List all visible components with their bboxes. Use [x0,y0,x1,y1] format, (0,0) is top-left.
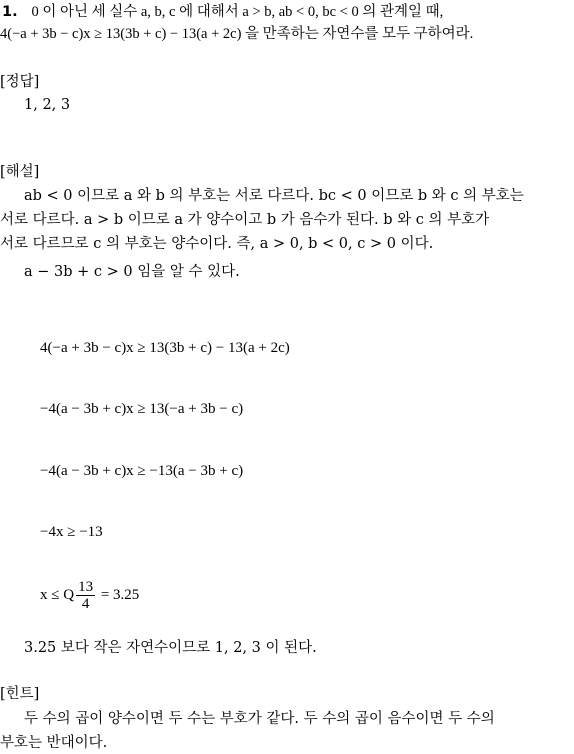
hint-line-1: 두 수의 곱이 양수이면 두 수는 부호가 같다. 두 수의 곱이 음수이면 두 수의 [24,711,495,727]
equation: −4x ≥ −13 [40,524,103,540]
solution-line: 서로 다르다. a > b 이므로 a 가 양수이고 b 가 음수가 된다. b 와 c 의 부호가 [0,212,490,228]
final-eq-suffix: = 3.25 [100,587,140,603]
solution-line: a − 3b + c > 0 임을 알 수 있다. [24,264,240,280]
fraction [76,579,95,612]
answer-header: [정답] [0,74,40,90]
equation: −4(a − 3b + c)x ≥ −13(a − 3b + c) [40,463,244,479]
answer-value: 1, 2, 3 [24,97,71,113]
fraction-denominator: 4 [81,596,90,613]
final-equation [40,578,139,612]
problem-text-1: 0 이 아닌 세 실수 a, b, c 에 대해서 a > b, ab < 0, bc < 0 의 관계일 때, [31,4,444,20]
equation: −4(a − 3b + c)x ≥ 13(−a + 3b − c) [40,401,244,417]
solution-header: [해설] [0,164,40,180]
equation: 4(−a + 3b − c)x ≥ 13(3b + c) − 13(a + 2c) [40,340,290,356]
hint-line-2: 부호는 반대이다. [0,735,108,751]
conclusion: 3.25 보다 작은 자연수이므로 1, 2, 3 이 된다. [24,640,317,656]
solution-line: ab < 0 이므로 a 와 b 의 부호는 서로 다르다. bc < 0 이므로 b 와 c 의 부호는 [24,188,524,204]
hint-header: [힌트] [0,686,40,702]
problem-line-2 [0,24,473,44]
final-eq-prefix: x ≤ Q [40,587,75,603]
solution-line: 서로 다르므로 c 의 부호는 양수이다. 즉, a > 0, b < 0, c > 0 이다. [0,236,434,252]
problem-line-1 [2,2,443,22]
fraction-numerator: 13 [78,579,94,596]
problem-text-2: 4(−a + 3b − c)x ≥ 13(3b + c) − 13(a + 2c) 을 만족하는 자연수를 모두 구하여라. [0,26,474,42]
problem-number: 1. [2,4,18,20]
